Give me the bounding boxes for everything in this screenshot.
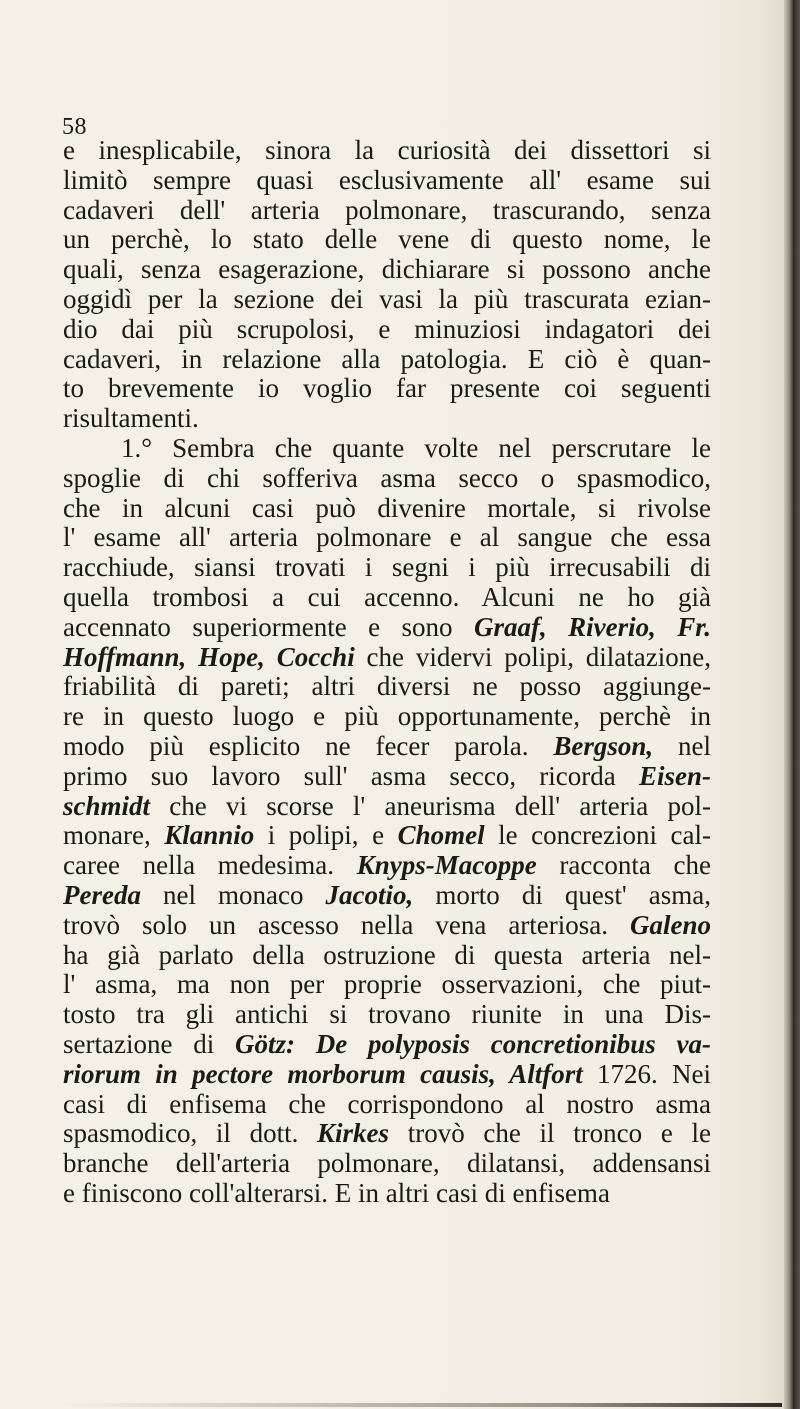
text-segment: nel xyxy=(653,730,711,761)
text-line xyxy=(63,643,711,673)
text-segment: trovò solo un ascesso nella vena arteriosa. xyxy=(63,909,630,940)
text-segment: accennato superiormente e sono xyxy=(63,611,474,642)
text-line xyxy=(63,1030,711,1060)
text-segment: modo più esplicito ne fecer parola. xyxy=(63,730,554,761)
italic-name: Galeno xyxy=(630,909,711,940)
text-line xyxy=(63,166,711,196)
text-line xyxy=(63,613,711,643)
text-line xyxy=(63,196,711,226)
italic-name: Hoffmann, Hope, Cocchi xyxy=(63,641,355,672)
text-line xyxy=(63,881,711,911)
text-segment: 1.° Sembra che quante volte nel perscrutare le xyxy=(121,432,711,463)
text-segment: casi di enfisema che corrispondono al nostro asma xyxy=(63,1088,711,1119)
text-segment: quella trombosi a cui accenno. Alcuni ne ho già xyxy=(63,581,711,612)
text-line xyxy=(63,792,711,822)
text-line xyxy=(63,136,711,166)
text-segment: e finiscono coll'alterarsi. E in altri casi di enfisema xyxy=(63,1177,610,1208)
text-line xyxy=(63,374,711,404)
text-segment: re in questo luogo e più opportunamente, perchè in xyxy=(63,701,711,732)
text-segment: monare, xyxy=(63,820,165,851)
text-segment: che vi scorse l' aneurisma dell' arteria pol- xyxy=(150,790,711,821)
text-line xyxy=(63,732,711,762)
text-line xyxy=(63,941,711,971)
text-line xyxy=(63,1119,711,1149)
text-line xyxy=(63,1179,711,1209)
italic-name: Bergson, xyxy=(553,730,654,761)
text-segment: cadaveri, in relazione alla patologia. E ciò è quan- xyxy=(63,343,711,374)
text-segment: branche dell'arteria polmonare, dilatansi, addensansi xyxy=(63,1148,711,1179)
text-segment: 1726. Nei xyxy=(582,1058,712,1089)
text-line xyxy=(63,702,711,732)
text-line xyxy=(63,1090,711,1120)
body-text xyxy=(63,136,711,1209)
text-segment: nel monaco xyxy=(140,879,326,910)
text-segment: risultamenti. xyxy=(63,403,199,434)
text-line xyxy=(63,911,711,941)
text-segment: spoglie di chi sofferiva asma secco o spasmodico, xyxy=(63,462,711,493)
italic-name: Chomel xyxy=(397,820,485,851)
text-line xyxy=(63,464,711,494)
text-line xyxy=(63,553,711,583)
text-segment: che vidervi polipi, dilatazione, xyxy=(354,641,711,672)
italic-name: Graaf, Riverio, Fr. xyxy=(473,611,712,642)
text-line xyxy=(63,851,711,881)
italic-name: Kirkes xyxy=(317,1118,390,1149)
italic-name: Götz: De polyposis concretionibus va- xyxy=(234,1028,711,1059)
text-line xyxy=(63,821,711,851)
text-line xyxy=(63,315,711,345)
text-line xyxy=(63,345,711,375)
text-segment: primo suo lavoro sull' asma secco, ricorda xyxy=(63,760,639,791)
text-segment: e inesplicabile, sinora la curiosità dei dissettori si xyxy=(63,135,711,165)
text-line xyxy=(63,1000,711,1030)
text-segment: trovò che il tronco e le xyxy=(389,1118,711,1149)
text-line xyxy=(63,1149,711,1179)
italic-name: riorum in pectore morborum causis, Altfort xyxy=(63,1058,583,1089)
text-segment: ha già parlato della ostruzione di questa arteria nel- xyxy=(63,939,711,970)
italic-name: Eisen- xyxy=(638,760,711,791)
italic-name: Klannio xyxy=(164,820,255,851)
text-line xyxy=(63,285,711,315)
text-segment: dio dai più scrupolosi, e minuziosi indagatori dei xyxy=(63,313,711,344)
text-line xyxy=(63,672,711,702)
text-segment: to brevemente io voglio far presente coi seguenti xyxy=(63,373,711,404)
text-segment: morto di quest' asma, xyxy=(413,879,711,910)
text-segment: spasmodico, il dott. xyxy=(63,1118,318,1149)
text-segment: sertazione di xyxy=(63,1028,235,1059)
bottom-edge xyxy=(60,1403,782,1407)
text-segment: tosto tra gli antichi si trovano riunite in una Dis- xyxy=(63,999,711,1030)
page-edge-shadow xyxy=(784,0,800,1409)
text-segment: caree nella medesima. xyxy=(63,850,357,881)
text-segment: limitò sempre quasi esclusivamente all' esame sui xyxy=(63,164,711,195)
text-segment: l' esame all' arteria polmonare e al sangue che essa xyxy=(63,522,711,553)
italic-name: Jacotio, xyxy=(325,879,414,910)
text-line xyxy=(63,255,711,285)
text-segment: cadaveri dell' arteria polmonare, trascurando, senza xyxy=(63,194,711,225)
text-line xyxy=(63,225,711,255)
text-line xyxy=(63,494,711,524)
italic-name: schmidt xyxy=(63,790,151,821)
text-segment: le concrezioni cal- xyxy=(484,820,711,851)
text-line xyxy=(63,583,711,613)
text-line xyxy=(63,523,711,553)
text-segment: un perchè, lo stato delle vene di questo nome, le xyxy=(63,224,711,255)
text-segment: l' asma, ma non per proprie osservazioni, che piut- xyxy=(63,969,711,1000)
text-segment: i polipi, e xyxy=(254,820,398,851)
text-line xyxy=(63,434,711,464)
text-line xyxy=(63,762,711,792)
text-line xyxy=(63,404,711,434)
text-segment: quali, senza esagerazione, dichiarare si possono anche xyxy=(63,254,711,285)
page-number: 58 xyxy=(62,114,87,140)
italic-name: Knyps-Macoppe xyxy=(356,850,537,881)
text-segment: racchiude, siansi trovati i segni i più irrecusabili di xyxy=(63,552,711,583)
text-line xyxy=(63,970,711,1000)
text-line xyxy=(63,1060,711,1090)
text-segment: che in alcuni casi può divenire mortale, si rivolse xyxy=(63,492,711,523)
text-segment: racconta che xyxy=(536,850,711,881)
text-segment: friabilità di pareti; altri diversi ne posso aggiunge- xyxy=(63,671,711,702)
text-segment: oggidì per la sezione dei vasi la più trascurata ezian- xyxy=(63,283,711,314)
italic-name: Pereda xyxy=(63,879,141,910)
